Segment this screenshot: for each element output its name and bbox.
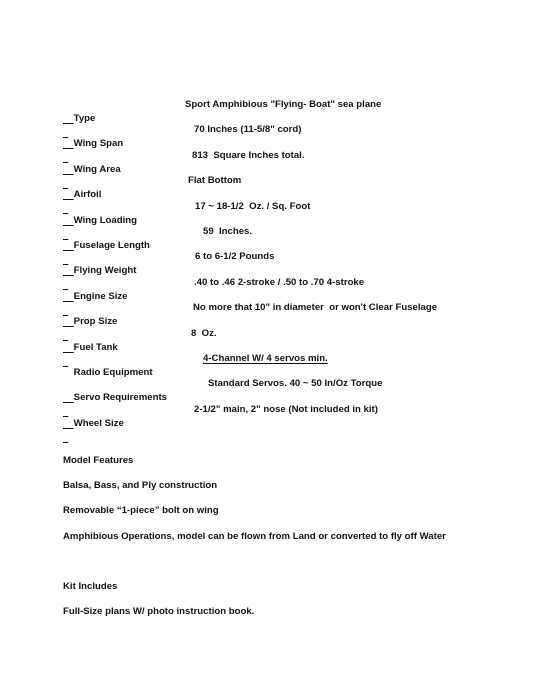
spec-label: Wing Loading: [73, 215, 137, 226]
spec-label: Engine Size: [73, 291, 128, 302]
spec-label: Fuel Tank: [73, 342, 118, 353]
spec-value: 813 Square Inches total.: [192, 150, 305, 161]
spec-value: Flat Bottom: [188, 175, 242, 186]
feature-item: Removable “1-piece” bolt on wing: [63, 505, 219, 516]
spec-row-wing-area: [63, 149, 523, 175]
spec-value: 4-Channel W/ 4 servos min.: [203, 353, 328, 364]
feature-item: Balsa, Bass, and Ply construction: [63, 480, 218, 491]
spec-row-radio-equipment: [63, 352, 523, 378]
spec-row-fuel-tank: [63, 327, 523, 353]
spec-label: Prop Size: [73, 316, 118, 327]
spec-label: Wheel Size: [73, 418, 124, 429]
feature-item: Amphibious Operations, model can be flown from Land or converted to fly off Water: [63, 531, 446, 542]
kit-item: Full-Size plans W/ photo instruction book.: [63, 606, 255, 617]
spec-value: 59 Inches.: [203, 226, 253, 237]
spec-label: Type: [73, 113, 96, 124]
spec-row-fuselage-length: [63, 225, 523, 251]
spec-label: Wing Span: [73, 138, 124, 149]
spec-row-wheel-size: [63, 403, 523, 429]
spec-value: .40 to .46 2-stroke / .50 to .70 4-stroke: [194, 277, 365, 288]
spec-row-flying-weight: [63, 250, 523, 276]
spec-row-engine-size: [63, 276, 523, 302]
kit-heading: Kit Includes: [63, 581, 118, 592]
spec-label: Flying Weight: [73, 265, 137, 276]
spec-row-servo-requirements: [63, 377, 523, 403]
spec-value: 8 Oz.: [191, 328, 217, 339]
spec-label: Servo Requirements: [73, 392, 167, 403]
features-heading: Model Features: [63, 455, 134, 466]
spec-row-type: [63, 98, 523, 124]
spec-row-prop-size: [63, 301, 523, 327]
spec-row-wing-loading: [63, 200, 523, 226]
spec-row-wing-span: [63, 123, 523, 149]
spec-row-airfoil: [63, 174, 523, 200]
spec-label: Radio Equipment: [73, 367, 153, 378]
spec-value: 17 ~ 18-1/2 Oz. / Sq. Foot: [195, 201, 311, 212]
spec-label: Fuselage Length: [73, 240, 150, 251]
spec-label: Airfoil: [73, 189, 102, 200]
spec-value: Standard Servos. 40 ~ 50 In/Oz Torque: [208, 378, 383, 389]
spec-value: 70 Inches (11-5/8" cord): [194, 124, 302, 135]
spec-value: 2-1/2" main, 2" nose (Not included in kit): [194, 404, 378, 415]
spec-value: No more that 10" in diameter or won't Clear Fuselage: [193, 302, 438, 313]
spec-value: Sport Amphibious "Flying- Boat" sea plane: [185, 99, 382, 110]
spec-label: Wing Area: [73, 164, 121, 175]
spec-value: 6 to 6-1/2 Pounds: [195, 251, 275, 262]
